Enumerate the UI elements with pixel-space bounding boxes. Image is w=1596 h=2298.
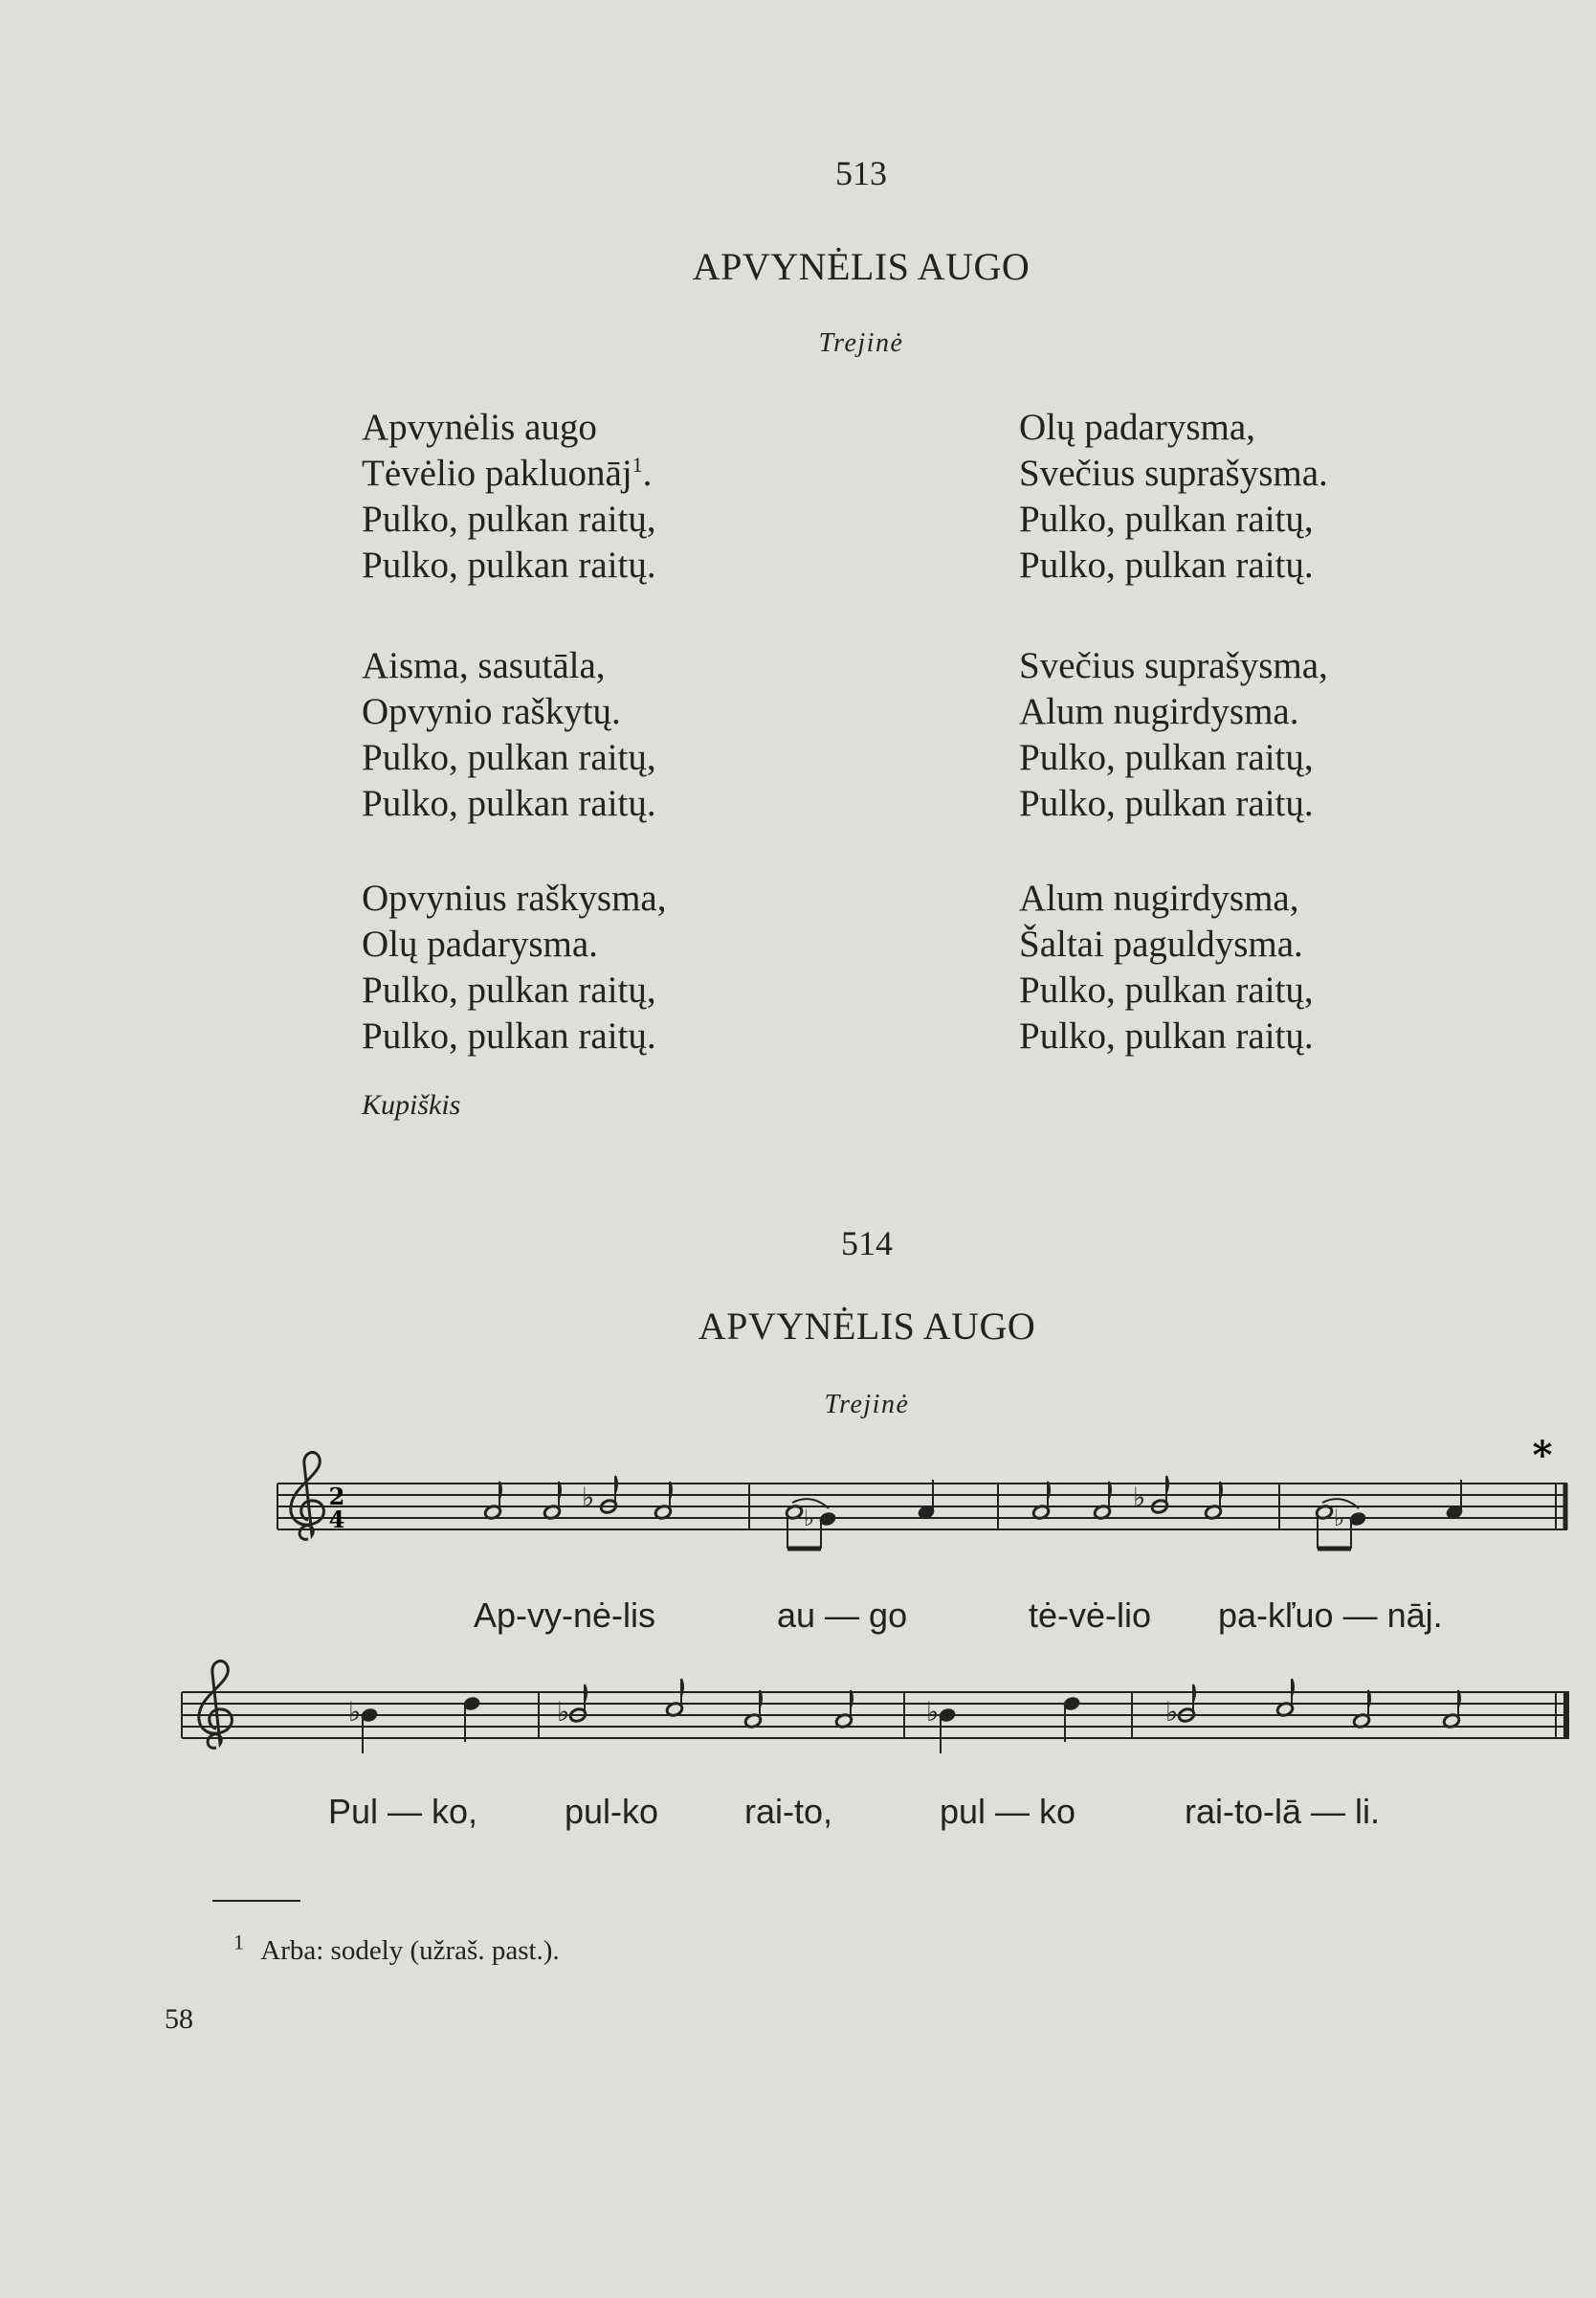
stanza-left-2 [362,643,656,827]
verse-line: Alum nugirdysma. [1019,691,1299,732]
verse-line: Pulko, pulkan raitų, [362,970,656,1011]
verse-line: Aisma, sasutāla, [362,645,606,686]
stanza-right-2 [1019,643,1328,827]
note-eighth [743,1690,762,1729]
verse-line: Pulko, pulkan raitų, [1019,499,1314,540]
flat-icon: ♭ [926,1696,940,1728]
verse-line: Olų padarysma, [1019,407,1255,448]
footnote-text: Arba: sodely (užraš. past.). [260,1935,560,1966]
verse-line: Alum nugirdysma, [1019,878,1299,919]
verse-line: Pulko, pulkan raitų, [362,737,656,778]
verse-line: Pulko, pulkan raitų. [1019,545,1314,586]
verse-line: Pulko, pulkan raitų, [1019,970,1314,1011]
note-eighth [1352,1690,1370,1729]
note-eighth [543,1482,561,1520]
note-eighth [1275,1679,1294,1717]
song-number: 513 [835,154,887,192]
song-number: 514 [841,1224,893,1262]
footnote-rule [212,1900,300,1902]
music-staff-2 [0,1646,1596,1780]
verse-line: Pulko, pulkan raitų, [362,499,656,540]
verse-line: Pulko, pulkan raitų. [362,783,656,824]
note-eighth [834,1690,853,1729]
lyric-syllables: Ap-vy-nė-lis [474,1595,656,1635]
lyric-syllables: pul-ko [565,1792,659,1831]
flat-icon: ♭ [582,1482,595,1513]
stanza-right-3 [1019,876,1314,1060]
song-title: APVYNĖLIS AUGO [698,1305,1036,1348]
page-number: 58 [165,2003,193,2035]
verse-line: Svečius suprašysma, [1019,645,1328,686]
footnote-ref: 1 [632,453,643,477]
note-eighth [1204,1482,1222,1520]
verse-line: Opvynius raškysma, [362,878,667,919]
lyric-syllables: tė-vė-lio [1029,1595,1152,1635]
note-quarter [1062,1696,1080,1742]
lyric-syllables: au — go [777,1595,908,1635]
verse-line: Tėvėlio pakluonāj$^1$. [362,453,653,494]
song-title: APVYNĖLIS AUGO [692,245,1031,288]
verse-line: Opvynio raškytų. [362,691,621,732]
verse-line: Šaltai paguldysma. [1019,924,1303,965]
note-quarter [938,1707,956,1753]
verse-line: Pulko, pulkan raitų. [362,545,656,586]
verse-line: Pulko, pulkan raitų, [1019,737,1314,778]
verse-line: Pulko, pulkan raitų. [362,1015,656,1057]
verse-line: Pulko, pulkan raitų. [1019,783,1314,824]
time-signature-top: 2 [328,1483,345,1510]
verse-line: Svečius suprašysma. [1019,453,1328,494]
note-quarter [462,1696,480,1742]
song-subtitle: Trejinė [824,1390,910,1419]
note-eighth [665,1679,683,1717]
flat-icon: ♭ [1165,1696,1179,1728]
lyric-syllables: Pul — ko, [328,1792,478,1831]
note-eighth [483,1482,501,1520]
note-eighth [1093,1482,1111,1520]
verse-line: Olų padarysma. [362,924,598,965]
flat-icon: ♭ [1133,1482,1146,1513]
lyric-syllables: pul — ko [940,1792,1076,1831]
time-signature-bottom: 4 [328,1506,345,1533]
flat-icon: ♭ [348,1696,362,1728]
svg-text:♭: ♭ [1334,1505,1345,1531]
music-staff-1 [0,1426,1596,1579]
lyric-syllables: rai-to-lā — li. [1185,1792,1381,1831]
lyric-syllables: pa-kľuo — nāj. [1218,1595,1443,1635]
note-quarter [1445,1480,1463,1520]
note-eighth [1442,1690,1460,1729]
footnote-mark: 1 [233,1930,244,1954]
stanza-left-1 [362,405,656,589]
note-quarter [360,1707,378,1753]
stanza-left-3 [362,876,666,1060]
note-eighth [654,1482,672,1520]
stanza-right-1 [1019,405,1328,589]
verse-line: Pulko, pulkan raitų. [1019,1015,1314,1057]
flat-icon: ♭ [557,1696,570,1728]
note-quarter [917,1480,935,1520]
song-subtitle: Trejinė [818,328,904,358]
place-name: Kupiškis [362,1089,461,1121]
footnote [233,1930,560,1967]
verse-line: Apvynėlis augo [362,407,597,448]
svg-text:♭: ♭ [804,1505,815,1531]
lyric-syllables: rai-to, [744,1792,833,1831]
asterisk-marker: * [1532,1433,1553,1478]
note-eighth [1031,1482,1050,1520]
